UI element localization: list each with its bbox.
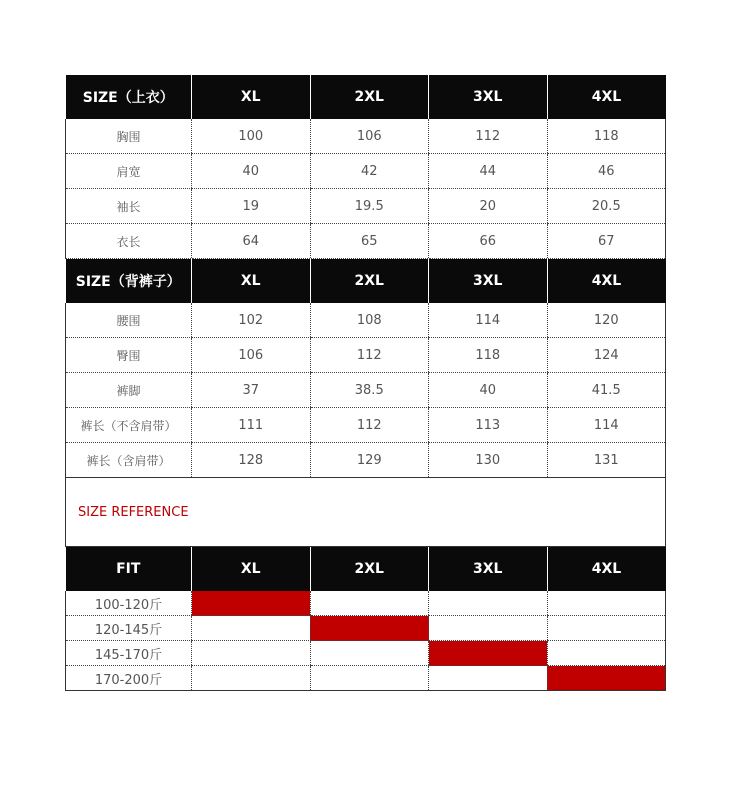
pants-header-cell: XL	[192, 259, 311, 304]
fit-cell	[310, 641, 429, 666]
fit-cell	[429, 641, 548, 666]
row-label: 裤长（不含肩带）	[66, 408, 192, 443]
top-header-cell: 2XL	[310, 75, 429, 119]
table-cell: 108	[310, 303, 429, 338]
fit-row	[66, 641, 666, 666]
pants-header-cell: 2XL	[310, 259, 429, 304]
table-cell: 66	[429, 224, 548, 259]
top-header-row	[66, 75, 666, 119]
table-cell: 106	[310, 119, 429, 154]
fit-cell	[310, 591, 429, 616]
table-cell: 118	[547, 119, 666, 154]
fit-cell	[310, 666, 429, 691]
table-row	[66, 338, 666, 373]
fit-cell	[547, 666, 666, 691]
table-row	[66, 119, 666, 154]
size-reference-title: SIZE REFERENCE	[66, 478, 666, 547]
top-header-cell: SIZE（上衣）	[66, 75, 192, 119]
table-cell: 112	[429, 119, 548, 154]
table-cell: 40	[429, 373, 548, 408]
row-label: 臀围	[66, 338, 192, 373]
table-cell: 106	[192, 338, 311, 373]
table-cell: 67	[547, 224, 666, 259]
fit-header-cell: 4XL	[547, 547, 666, 592]
fit-cell	[192, 666, 311, 691]
fit-cell	[192, 591, 311, 616]
row-label: 肩宽	[66, 154, 192, 189]
table-cell: 102	[192, 303, 311, 338]
row-label: 裤脚	[66, 373, 192, 408]
fit-weight-label: 145-170斤	[66, 641, 192, 666]
table-cell: 42	[310, 154, 429, 189]
fit-header-cell: 3XL	[429, 547, 548, 592]
fit-cell	[547, 641, 666, 666]
table-cell: 65	[310, 224, 429, 259]
table-row	[66, 154, 666, 189]
table-cell: 40	[192, 154, 311, 189]
fit-weight-label: 100-120斤	[66, 591, 192, 616]
table-cell: 113	[429, 408, 548, 443]
table-cell: 118	[429, 338, 548, 373]
fit-header-cell: 2XL	[310, 547, 429, 592]
row-label: 胸围	[66, 119, 192, 154]
table-cell: 64	[192, 224, 311, 259]
size-table	[65, 75, 666, 691]
table-cell: 41.5	[547, 373, 666, 408]
fit-weight-label: 170-200斤	[66, 666, 192, 691]
table-cell: 124	[547, 338, 666, 373]
table-cell: 128	[192, 443, 311, 478]
fit-cell	[429, 591, 548, 616]
fit-cell	[192, 641, 311, 666]
table-row	[66, 443, 666, 478]
table-row	[66, 303, 666, 338]
table-cell: 20	[429, 189, 548, 224]
table-cell: 44	[429, 154, 548, 189]
row-label: 裤长（含肩带）	[66, 443, 192, 478]
table-row	[66, 189, 666, 224]
top-header-cell: 4XL	[547, 75, 666, 119]
row-label: 衣长	[66, 224, 192, 259]
fit-row	[66, 616, 666, 641]
fit-row	[66, 666, 666, 691]
top-header-cell: XL	[192, 75, 311, 119]
table-cell: 46	[547, 154, 666, 189]
fit-cell	[547, 591, 666, 616]
table-cell: 19	[192, 189, 311, 224]
table-cell: 120	[547, 303, 666, 338]
fit-header-cell: XL	[192, 547, 311, 592]
fit-weight-label: 120-145斤	[66, 616, 192, 641]
table-cell: 19.5	[310, 189, 429, 224]
table-row	[66, 224, 666, 259]
row-label: 腰围	[66, 303, 192, 338]
pants-header-cell: 3XL	[429, 259, 548, 304]
fit-cell	[310, 616, 429, 641]
pants-header-cell: SIZE（背裤子）	[66, 259, 192, 304]
table-cell: 37	[192, 373, 311, 408]
table-cell: 20.5	[547, 189, 666, 224]
fit-header-row	[66, 547, 666, 592]
table-cell: 38.5	[310, 373, 429, 408]
table-cell: 100	[192, 119, 311, 154]
size-chart	[65, 75, 665, 691]
table-cell: 114	[429, 303, 548, 338]
table-cell: 131	[547, 443, 666, 478]
fit-cell	[192, 616, 311, 641]
pants-header-cell: 4XL	[547, 259, 666, 304]
table-cell: 114	[547, 408, 666, 443]
fit-row	[66, 591, 666, 616]
table-cell: 111	[192, 408, 311, 443]
fit-header-cell: FIT	[66, 547, 192, 592]
table-cell: 129	[310, 443, 429, 478]
row-label: 袖长	[66, 189, 192, 224]
table-cell: 112	[310, 408, 429, 443]
table-cell: 112	[310, 338, 429, 373]
size-reference-row	[66, 478, 666, 547]
top-header-cell: 3XL	[429, 75, 548, 119]
table-row	[66, 373, 666, 408]
pants-header-row	[66, 259, 666, 304]
fit-cell	[429, 616, 548, 641]
fit-cell	[429, 666, 548, 691]
fit-cell	[547, 616, 666, 641]
table-cell: 130	[429, 443, 548, 478]
table-row	[66, 408, 666, 443]
